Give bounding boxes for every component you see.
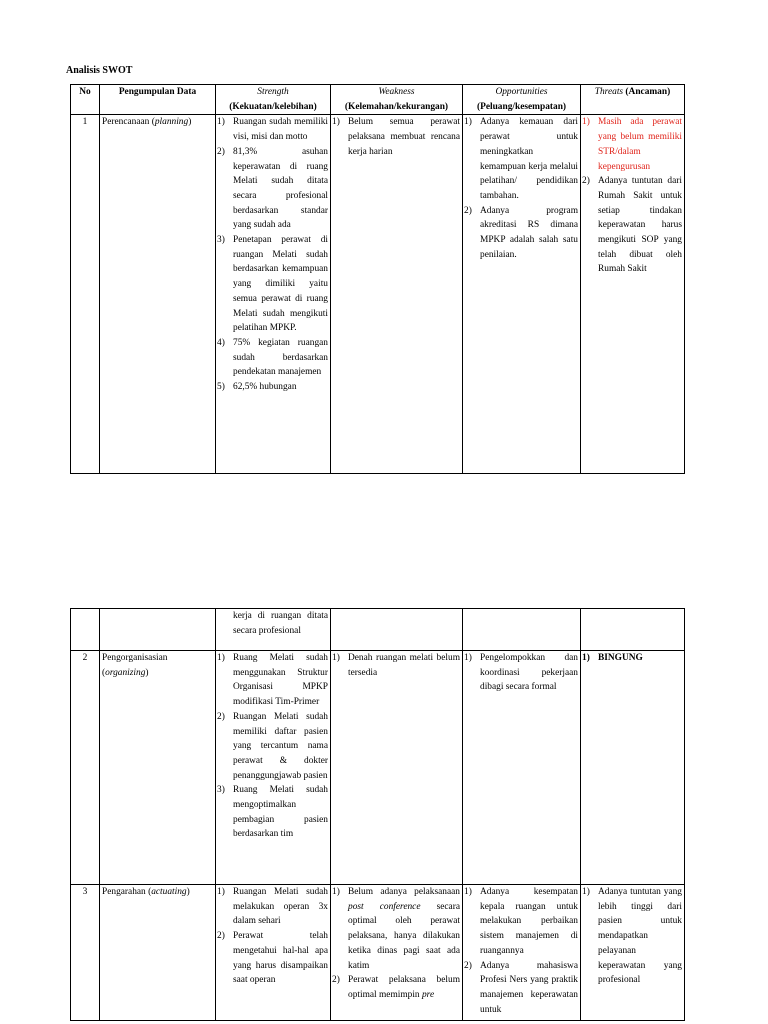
- weakness-cell: [331, 115, 463, 474]
- list-item: 2) Adanya program akreditasi RS dimana MPKP adalah salah satu penilaian.: [464, 205, 578, 260]
- header-row: [71, 85, 685, 115]
- empty-cell: [463, 609, 581, 651]
- row-data-label: Pengorganisasian (organizing): [100, 651, 216, 885]
- strength-cell: [216, 651, 331, 885]
- threats-cell: [581, 115, 685, 474]
- swot-table-part-2: [70, 608, 685, 1021]
- threats-cell: [581, 885, 685, 1021]
- strength-cell: [216, 115, 331, 474]
- list-item: 1) Ruangan sudah memiliki visi, misi dan motto: [217, 117, 328, 143]
- list-item: 1) Adanya kesempatan kepala ruangan untuk melakukan perbaikan sistem manajemen di ruangannya: [464, 887, 578, 956]
- header-weakness: Weakness (Kelemahan/kekurangan): [331, 85, 463, 115]
- table-row: [71, 885, 685, 1021]
- empty-cell: [71, 609, 100, 651]
- list-item: 1) Belum adanya pelaksanaan post conference secara optimal oleh perawat pelaksana, hanya dilakukan ketika dinas pagi saat ada katim: [332, 887, 461, 971]
- header-data: Pengumpulan Data: [100, 85, 216, 115]
- swot-table-part-1: [70, 84, 685, 474]
- list-item: 1) Ruang Melati sudah menggunakan Struktur Organisasi MPKP modifikasi Tim-Primer: [217, 653, 328, 708]
- table-row: [71, 115, 685, 474]
- list-item: 2) Adanya tuntutan dari Rumah Sakit untuk setiap tindakan keperawatan harus mengikuti SOP yang telah dibuat oleh Rumah Sakit: [582, 176, 682, 275]
- opportunities-cell: [463, 651, 581, 885]
- empty-cell: [100, 609, 216, 651]
- list-item: 3) Penetapan perawat di ruangan Melati sudah berdasarkan kemampuan yang dimiliki yaitu semua perawat di ruang Melati sudah mengikuti pelatihan MPKP.: [217, 235, 328, 334]
- list-item: 1) Ruangan Melati sudah melakukan operan 3x dalam sehari: [217, 887, 328, 927]
- list-item: 1) Adanya tuntutan yang lebih tinggi dari pasien untuk mendapatkan pelayanan keperawatan yang profesional: [582, 887, 682, 986]
- empty-cell: [581, 609, 685, 651]
- header-strength: Strength (Kekuatan/kelebihan): [216, 85, 331, 115]
- list-item: 1) Belum semua perawat pelaksana membuat rencana kerja harian: [332, 117, 460, 157]
- list-item: 1) Denah ruangan melati belum tersedia: [332, 653, 460, 678]
- row-data-label: Perencanaan (planning): [100, 115, 216, 474]
- list-item: 2) 81,3% asuhan keperawatan di ruang Melati sudah ditata secara profesional berdasarkan standar yang sudah ada: [217, 146, 328, 231]
- list-item: 2) Ruangan Melati sudah memiliki daftar pasien yang tercantum nama perawat & dokter penanggungjawab pasien: [217, 711, 328, 781]
- row-number: 2: [71, 651, 100, 885]
- table-row-continued: [71, 609, 685, 651]
- list-item: 1) BINGUNG: [582, 653, 643, 663]
- list-item: 2) Perawat telah mengetahui hal-hal apa yang harus disampaikan saat operan: [217, 931, 328, 986]
- row-number: 1: [71, 115, 100, 474]
- list-item-highlighted: 1) Masih ada perawat yang belum memiliki STR/dalam kepengurusan: [582, 117, 682, 172]
- weakness-cell: [331, 885, 463, 1021]
- threats-cell: [581, 651, 685, 885]
- row-data-label: Pengarahan (actuating): [100, 885, 216, 1021]
- list-item: 5) 62,5% hubungan: [217, 382, 297, 393]
- header-threats: Threats (Ancaman): [581, 85, 685, 115]
- page-title: Analisis SWOT: [66, 65, 133, 76]
- header-no: No: [71, 85, 100, 115]
- weakness-cell: [331, 651, 463, 885]
- list-item: 3) Ruang Melati sudah mengoptimalkan pembagian pasien berdasarkan tim: [217, 785, 328, 840]
- strength-cell: [216, 885, 331, 1021]
- header-opportunities: Opportunities (Peluang/kesempatan): [463, 85, 581, 115]
- list-item: 2) Perawat pelaksana belum optimal memimpin pre: [332, 975, 460, 1000]
- list-item: 2) Adanya mahasiswa Profesi Ners yang praktik manajemen keperawatan untuk: [464, 960, 578, 1015]
- strength-continued-cell: [216, 609, 331, 651]
- opportunities-cell: [463, 115, 581, 474]
- table-row: [71, 651, 685, 885]
- list-item-continued: kerja di ruangan ditata secara profesional: [233, 611, 328, 636]
- opportunities-cell: [463, 885, 581, 1021]
- row-number: 3: [71, 885, 100, 1021]
- list-item: 4) 75% kegiatan ruangan sudah berdasarkan pendekatan manajemen: [217, 337, 328, 378]
- list-item: 1) Pengelompokkan dan koordinasi pekerjaan dibagi secara formal: [464, 653, 578, 693]
- empty-cell: [331, 609, 463, 651]
- list-item: 1) Adanya kemauan dari perawat untuk meningkatkan kemampuan kerja melalui pelatihan/ pendidikan tambahan.: [464, 117, 578, 201]
